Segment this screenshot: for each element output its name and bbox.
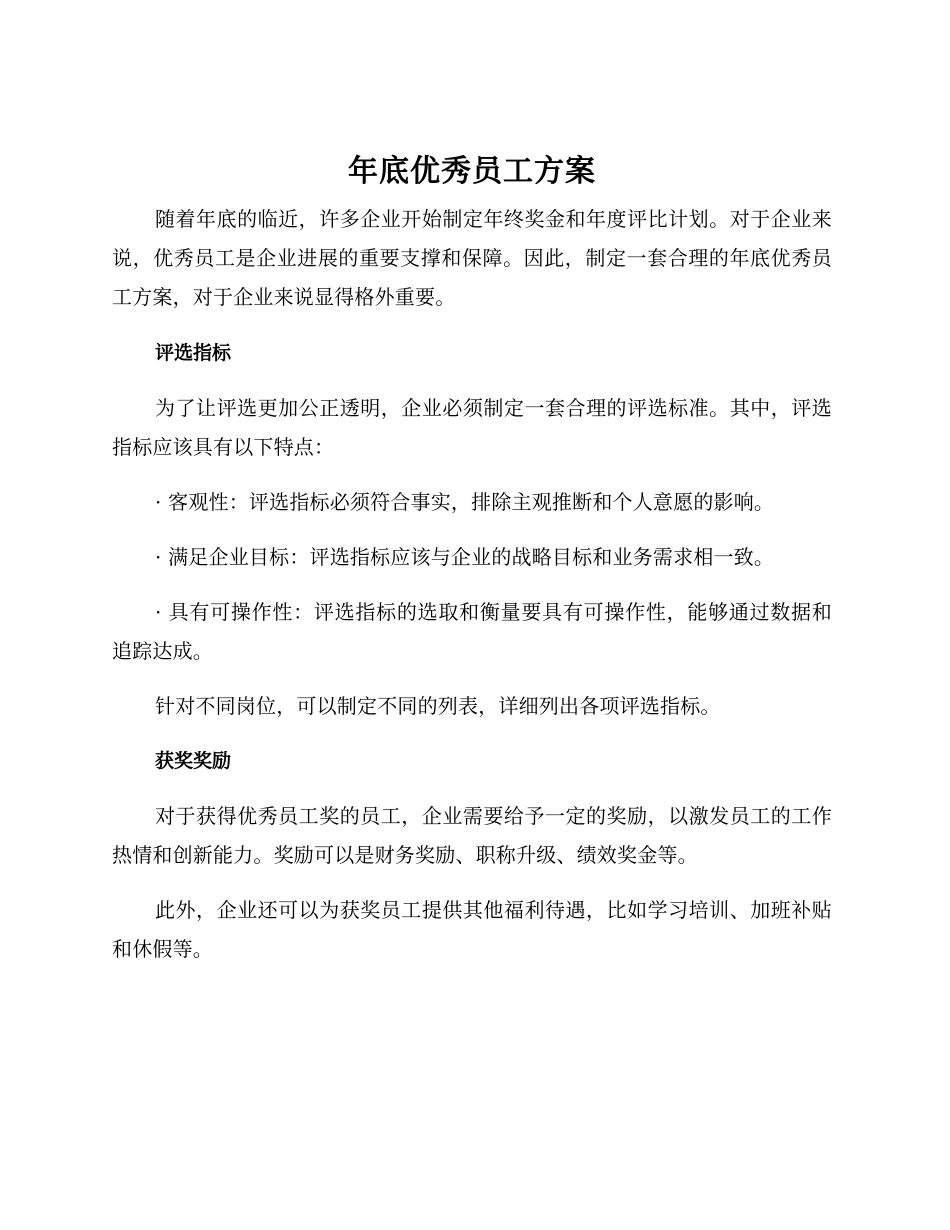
criteria-closing-paragraph: 针对不同岗位，可以制定不同的列表，详细列出各项评选指标。 <box>155 694 721 718</box>
rewards-benefits-paragraph: 此外，企业还可以为获奖员工提供其他福利待遇，比如学习培训、加班补贴和休假等。 <box>112 898 832 961</box>
criteria-bullet-operability: · 具有可操作性：评选指标的选取和衡量要具有可操作性，能够通过数据和追踪达成。 <box>112 600 832 663</box>
section-heading-rewards: 获奖奖励 <box>155 750 232 772</box>
intro-paragraph: 随着年底的临近，许多企业开始制定年终奖金和年度评比计划。对于企业来说，优秀员工是企业进展的重要支撑和保障。因此，制定一套合理的年底优秀员工方案，对于企业来说显得格外重要。 <box>112 207 832 309</box>
section-heading-criteria: 评选指标 <box>155 342 232 364</box>
criteria-paragraph: 为了让评选更加公正透明，企业必须制定一套合理的评选标准。其中，评选指标应该具有以下特点： <box>112 396 832 459</box>
criteria-bullet-objective: · 客观性：评选指标必须符合事实，排除主观推断和个人意愿的影响。 <box>155 490 775 514</box>
document-title: 年底优秀员工方案 <box>348 154 596 189</box>
document-body <box>112 200 832 969</box>
rewards-paragraph: 对于获得优秀员工奖的员工，企业需要给予一定的奖励，以激发员工的工作热情和创新能力。奖励可以是财务奖励、职称升级、绩效奖金等。 <box>112 804 832 867</box>
criteria-bullet-goals: · 满足企业目标：评选指标应该与企业的战略目标和业务需求相一致。 <box>155 545 775 569</box>
